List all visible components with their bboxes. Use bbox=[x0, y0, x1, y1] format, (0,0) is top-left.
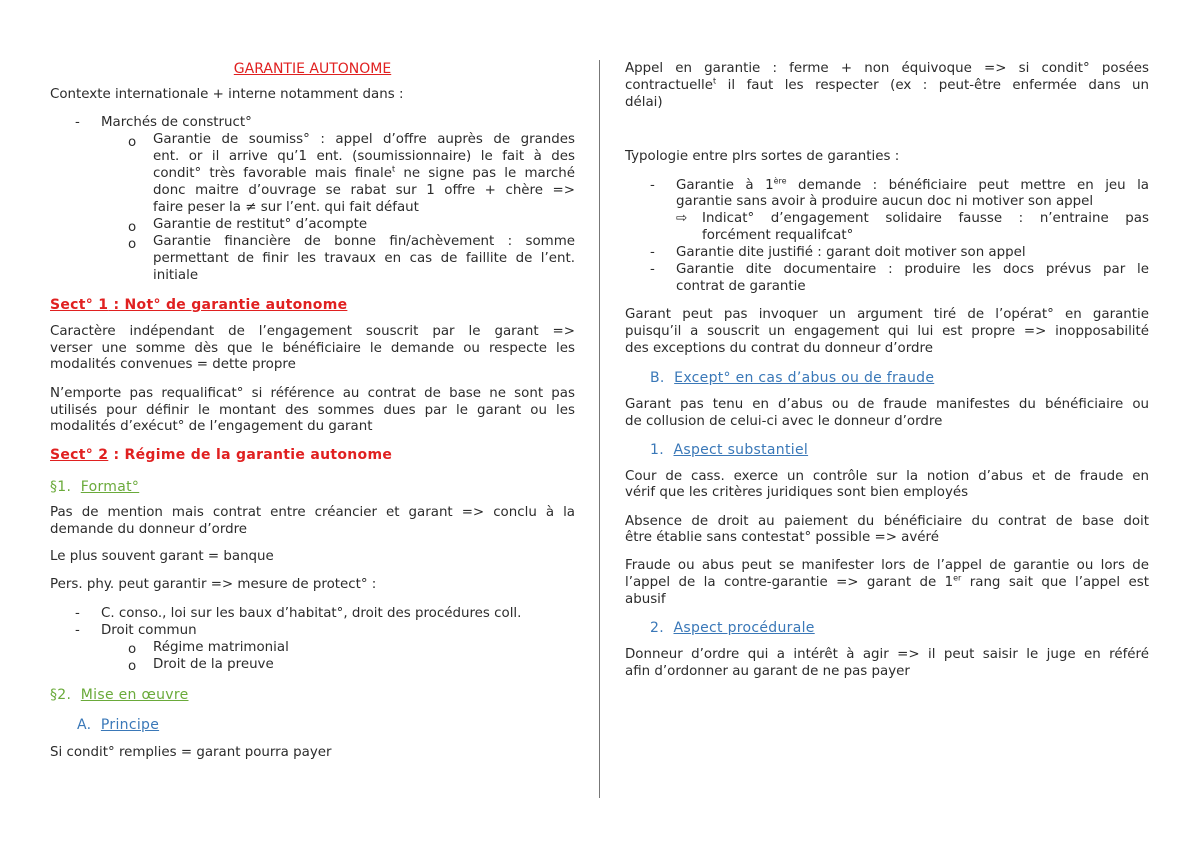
g1-line-1: Garantie à 1ère demande : bénéficiaire peut mettre en jeu la bbox=[676, 176, 1150, 193]
p7-line-3: des exceptions du contrat du donneur d’ordre bbox=[625, 341, 933, 356]
bullet-circle: o bbox=[128, 659, 137, 674]
p11-line-1: Fraude ou abus peut se manifester lors de l’appel de garantie ou lors de bbox=[625, 558, 1149, 573]
bullet-circle: o bbox=[128, 237, 137, 252]
section-1-heading: Sect° 1 : Not° de garantie autonome bbox=[50, 297, 348, 313]
g1-line-2: garantie sans avoir à produire aucun doc ni motiver son appel bbox=[676, 194, 1094, 209]
heading-1: 1. Aspect substantiel bbox=[650, 442, 809, 458]
p12-line-1: Donneur d’ordre qui a intérêt à agir => il peut saisir le juge en référé bbox=[625, 647, 1149, 662]
financiere-line-3: initiale bbox=[153, 268, 199, 283]
bullet-circle: o bbox=[128, 220, 137, 235]
p9-line-2: vérif que les critères juridiques sont bien employés bbox=[625, 485, 969, 500]
list-item-conso: C. conso., loi sur les baux d’habitat°, droit des procédures coll. bbox=[101, 606, 522, 621]
p3-line-2: demande du donneur d’ordre bbox=[50, 522, 248, 537]
p8-line-1: Garant pas tenu en d’abus ou de fraude manifestes du bénéficiaire ou bbox=[625, 397, 1149, 412]
document-title: GARANTIE AUTONOME bbox=[233, 61, 392, 77]
appel-line-1: Appel en garantie : ferme + non équivoque => si condit° posées bbox=[625, 61, 1149, 76]
arrow-icon: ⇨ bbox=[676, 211, 688, 226]
p2-line-1: N’emporte pas requalificat° si référence au contrat de base ne sont pas bbox=[50, 386, 575, 401]
appel-line-2: contractuelle$^t$ il faut les respecter (ex : peut-être enfermée dans un bbox=[625, 76, 1149, 93]
p9-line-1: Cour de cass. exerce un contrôle sur la notion d’abus et de fraude en bbox=[625, 469, 1149, 484]
bullet-circle: o bbox=[128, 642, 137, 657]
bullet-dash: - bbox=[650, 178, 655, 193]
p5: Pers. phy. peut garantir => mesure de protect° : bbox=[50, 577, 377, 592]
typologie: Typologie entre plrs sortes de garanties : bbox=[625, 149, 900, 164]
soumiss-line-5: faire peser la ≠ sur l’ent. qui fait défaut bbox=[153, 200, 419, 215]
p8-line-2: de collusion de celui-ci avec le donneur d’ordre bbox=[625, 414, 943, 429]
p10-line-2: être établie sans contestat° possible => avéré bbox=[625, 530, 939, 545]
p3-line-1: Pas de mention mais contrat entre créancier et garant => conclu à la bbox=[50, 505, 575, 520]
bullet-dash: - bbox=[75, 623, 80, 638]
soumiss-line-2: ent. or il arrive qu’1 ent. (soumissionnaire) le fait à des bbox=[153, 149, 575, 164]
bullet-dash: - bbox=[650, 245, 655, 260]
p11-line-3: abusif bbox=[625, 592, 666, 607]
p2-line-2: utilisés pour définir le montant des sommes dues par le garant ou les bbox=[50, 403, 575, 418]
list-item-regime: Régime matrimonial bbox=[153, 640, 289, 655]
p7-line-1: Garant peut pas invoquer un argument tiré de l’opérat° en garantie bbox=[625, 307, 1149, 322]
financiere-line-1: Garantie financière de bonne fin/achèvement : somme bbox=[153, 234, 575, 249]
p7-line-2: puisqu’il a souscrit un engagement qui lui est propre => inopposabilité bbox=[625, 324, 1149, 339]
bullet-circle: o bbox=[128, 135, 137, 150]
p12-line-2: afin d’ordonner au garant de ne pas payer bbox=[625, 664, 910, 679]
column-divider bbox=[599, 60, 600, 798]
g3-line-1: Garantie dite documentaire : produire les docs prévus par le bbox=[676, 262, 1149, 277]
p4: Le plus souvent garant = banque bbox=[50, 549, 274, 564]
section-2-heading: Sect° 2 : Régime de la garantie autonome bbox=[50, 447, 393, 463]
p1-line-2: verser une somme dès que le bénéficiaire le demande ou respecte les bbox=[50, 341, 575, 356]
soumiss-line-1: Garantie de soumiss° : appel d’offre auprès de grandes bbox=[153, 132, 575, 147]
p2-line-3: modalités d’exécut° de l’engagement du garant bbox=[50, 419, 373, 434]
list-item-marches: Marchés de construct° bbox=[101, 115, 252, 130]
indicat-line-1: Indicat° d’engagement solidaire fausse : n’entraine pas bbox=[702, 211, 1149, 226]
bullet-dash: - bbox=[650, 262, 655, 277]
p6: Si condit° remplies = garant pourra payer bbox=[50, 745, 332, 760]
subsection-2-heading: §2. Mise en œuvre bbox=[50, 687, 189, 703]
g2: Garantie dite justifié : garant doit motiver son appel bbox=[676, 245, 1026, 260]
p1-line-1: Caractère indépendant de l’engagement souscrit par le garant => bbox=[50, 324, 575, 339]
bullet-dash: - bbox=[75, 606, 80, 621]
financiere-line-2: permettant de finir les travaux en cas de faillite de l’ent. bbox=[153, 251, 575, 266]
context-paragraph: Contexte internationale + interne notamment dans : bbox=[50, 87, 404, 102]
soumiss-line-4: donc maitre d’ouvrage se rabat sur 1 offre + chère => bbox=[153, 183, 575, 198]
p11-line-2: l’appel de la contre-garantie => garant de 1er rang sait que l’appel est bbox=[625, 573, 1150, 590]
indicat-line-2: forcément requalifcat° bbox=[702, 228, 854, 243]
p1-line-3: modalités convenues = dette propre bbox=[50, 357, 296, 372]
heading-2: 2. Aspect procédurale bbox=[650, 620, 815, 636]
list-item-droit-commun: Droit commun bbox=[101, 623, 197, 638]
appel-line-3: délai) bbox=[625, 95, 663, 110]
soumiss-line-3: condit° très favorable mais finale$^t$ ne signe pas le marché bbox=[153, 164, 575, 181]
heading-b: B. Except° en cas d’abus ou de fraude bbox=[650, 370, 935, 386]
subsection-1-heading: §1. Format° bbox=[50, 479, 140, 495]
heading-a: A. Principe bbox=[77, 717, 160, 733]
p10-line-1: Absence de droit au paiement du bénéficiaire du contrat de base doit bbox=[625, 514, 1149, 529]
g3-line-2: contrat de garantie bbox=[676, 279, 806, 294]
list-item-preuve: Droit de la preuve bbox=[153, 657, 274, 672]
bullet-dash: - bbox=[75, 115, 80, 130]
list-item-restitut: Garantie de restitut° d’acompte bbox=[153, 217, 368, 232]
